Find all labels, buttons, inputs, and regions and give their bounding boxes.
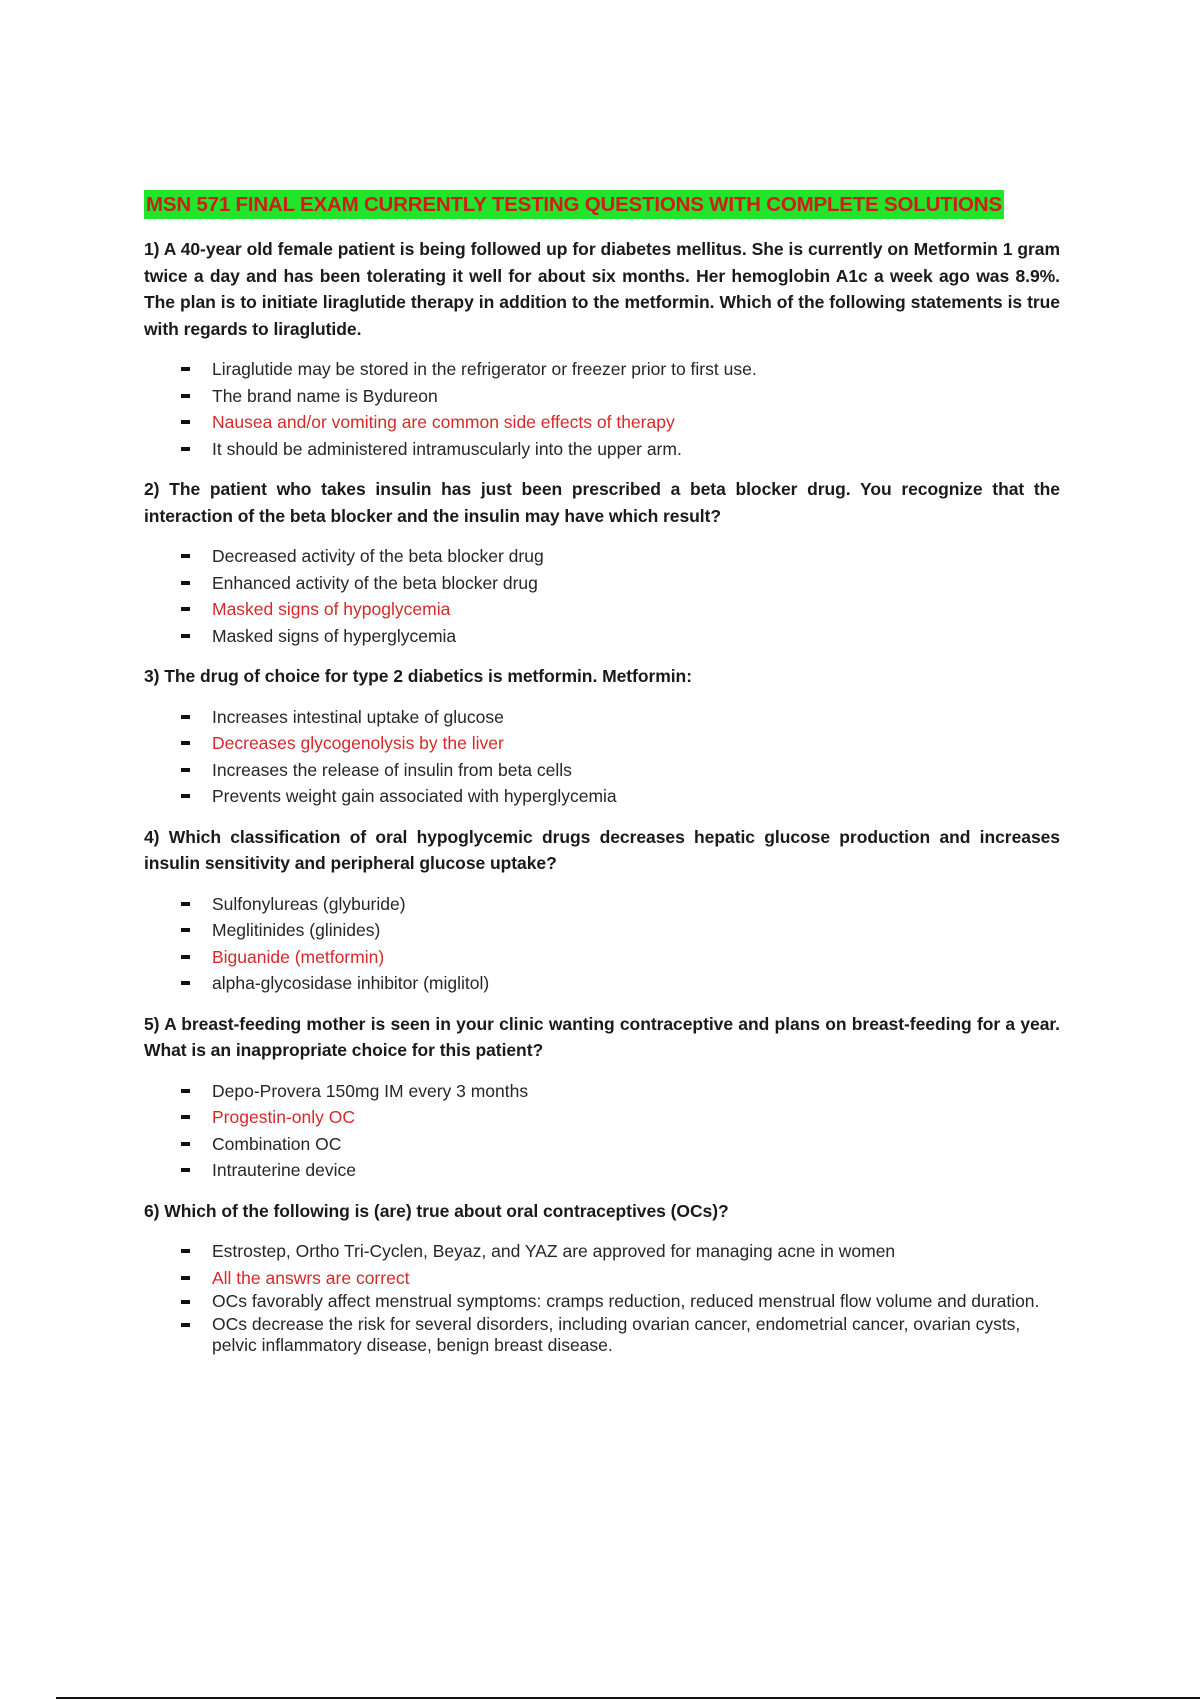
- answer-option-correct: [144, 730, 1060, 757]
- title-row: [144, 190, 1060, 222]
- dash-bullet-icon: [181, 554, 190, 558]
- answer-option: [144, 1078, 1060, 1105]
- answer-option-text: Estrostep, Ortho Tri-Cyclen, Beyaz, and YAZ are approved for managing acne in women: [212, 1241, 896, 1261]
- question-1-text: 1) A 40-year old female patient is being followed up for diabetes mellitus. She is currently on Metformin 1 gram twice a day and has been tolerating it well for about six months. Her hemoglobin A1c a week ago was 8.9%. The plan is to initiate liraglutide therapy in addition to the metformin. Which of the following statements is true with regards to liraglutide.: [144, 239, 1060, 339]
- answer-option-correct: [144, 1265, 1060, 1292]
- answer-option-text: Liraglutide may be stored in the refrigerator or freezer prior to first use.: [212, 359, 757, 379]
- answer-option-correct: [144, 596, 1060, 623]
- answer-option: [144, 970, 1060, 997]
- question-1-options: [144, 356, 1060, 462]
- dash-bullet-icon: [181, 1323, 190, 1327]
- answer-option: [144, 704, 1060, 731]
- exam-document: [144, 190, 1060, 1370]
- dash-bullet-icon: [181, 420, 190, 424]
- answer-option-text: Decreases glycogenolysis by the liver: [212, 733, 504, 753]
- answer-option-text: All the answrs are correct: [212, 1267, 410, 1288]
- answer-option: [144, 1131, 1060, 1158]
- answer-option-text: OCs decrease the risk for several disorders, including ovarian cancer, endometrial cancer, ovarian cysts, pelvic inflammatory disease, benign breast disease.: [212, 1314, 1021, 1355]
- answer-option-text: Meglitinides (glinides): [212, 920, 381, 940]
- dash-bullet-icon: [181, 634, 190, 638]
- answer-option-text: OCs favorably affect menstrual symptoms: cramps reduction, reduced menstrual flow volume and duration.: [212, 1291, 1040, 1311]
- question-6-text: 6) Which of the following is (are) true about oral contraceptives (OCs)?: [144, 1200, 729, 1221]
- answer-option-text: Intrauterine device: [212, 1160, 356, 1180]
- question-2-options: [144, 543, 1060, 649]
- answer-option: [144, 1157, 1060, 1184]
- dash-bullet-icon: [181, 955, 190, 959]
- dash-bullet-icon: [181, 768, 190, 772]
- answer-option: [144, 757, 1060, 784]
- answer-option-text: Increases intestinal uptake of glucose: [212, 706, 504, 727]
- answer-option: [144, 436, 1060, 463]
- answer-option-text: Progestin-only OC: [212, 1107, 355, 1127]
- answer-option-text: Masked signs of hyperglycemia: [212, 625, 457, 646]
- answer-option-text: It should be administered intramuscularly into the upper arm.: [212, 438, 682, 459]
- dash-bullet-icon: [181, 715, 190, 719]
- answer-option-text: Nausea and/or vomiting are common side effects of therapy: [212, 412, 675, 432]
- answer-option-text: Sulfonylureas (glyburide): [212, 893, 406, 914]
- dash-bullet-icon: [181, 367, 190, 371]
- answer-option-text: Biguanide (metformin): [212, 946, 385, 967]
- answer-option-text: Enhanced activity of the beta blocker drug: [212, 572, 538, 593]
- answer-option-correct: [144, 409, 1060, 436]
- answer-option-correct: [144, 944, 1060, 971]
- dash-bullet-icon: [181, 394, 190, 398]
- question-list: [144, 236, 1060, 1356]
- dash-bullet-icon: [181, 902, 190, 906]
- answer-option: [144, 570, 1060, 597]
- answer-option-text: Increases the release of insulin from beta cells: [212, 759, 572, 780]
- dash-bullet-icon: [181, 1115, 190, 1119]
- question-6-options: [144, 1238, 1060, 1356]
- question-5-options: [144, 1078, 1060, 1184]
- answer-option-text: Combination OC: [212, 1133, 342, 1154]
- question-2-text: 2) The patient who takes insulin has just been prescribed a beta blocker drug. You recognize that the interaction of the beta blocker and the insulin may have which result?: [144, 479, 1060, 526]
- dash-bullet-icon: [181, 1168, 190, 1172]
- dash-bullet-icon: [181, 447, 190, 451]
- document-title: MSN 571 FINAL EXAM CURRENTLY TESTING QUESTIONS WITH COMPLETE SOLUTIONS: [144, 190, 1004, 219]
- dash-bullet-icon: [181, 1276, 190, 1280]
- footer-divider: [56, 1697, 1200, 1699]
- answer-option: [144, 356, 1060, 383]
- answer-option-text: Depo-Provera 150mg IM every 3 months: [212, 1080, 529, 1101]
- dash-bullet-icon: [181, 928, 190, 932]
- dash-bullet-icon: [181, 1249, 190, 1253]
- dash-bullet-icon: [181, 794, 190, 798]
- answer-option-text: Decreased activity of the beta blocker drug: [212, 546, 544, 566]
- dash-bullet-icon: [181, 607, 190, 611]
- answer-option-text: Masked signs of hypoglycemia: [212, 599, 451, 619]
- question-3-text: 3) The drug of choice for type 2 diabetics is metformin. Metformin:: [144, 666, 692, 686]
- question-4-text: 4) Which classification of oral hypoglycemic drugs decreases hepatic glucose production and increases insulin sensitivity and peripheral glucose uptake?: [144, 826, 1060, 873]
- answer-option: [144, 917, 1060, 944]
- answer-option: [144, 783, 1060, 810]
- answer-option-correct: [144, 1104, 1060, 1131]
- answer-option: [144, 543, 1060, 570]
- dash-bullet-icon: [181, 1300, 190, 1304]
- dash-bullet-icon: [181, 981, 190, 985]
- dash-bullet-icon: [181, 741, 190, 745]
- answer-option: [144, 1238, 1060, 1265]
- answer-option: [144, 623, 1060, 650]
- answer-option: [144, 891, 1060, 918]
- question-5-text: 5) A breast-feeding mother is seen in your clinic wanting contraceptive and plans on breast-feeding for a year. What is an inappropriate choice for this patient?: [144, 1013, 1060, 1060]
- dash-bullet-icon: [181, 581, 190, 585]
- answer-option: [144, 383, 1060, 410]
- answer-option-text: The brand name is Bydureon: [212, 385, 438, 406]
- dash-bullet-icon: [181, 1089, 190, 1093]
- answer-option-text: Prevents weight gain associated with hyperglycemia: [212, 786, 617, 806]
- answer-option: [144, 1291, 1060, 1312]
- question-4-options: [144, 891, 1060, 997]
- dash-bullet-icon: [181, 1142, 190, 1146]
- question-3-options: [144, 704, 1060, 810]
- answer-option-text: alpha-glycosidase inhibitor (miglitol): [212, 973, 490, 993]
- answer-option: [144, 1314, 1060, 1356]
